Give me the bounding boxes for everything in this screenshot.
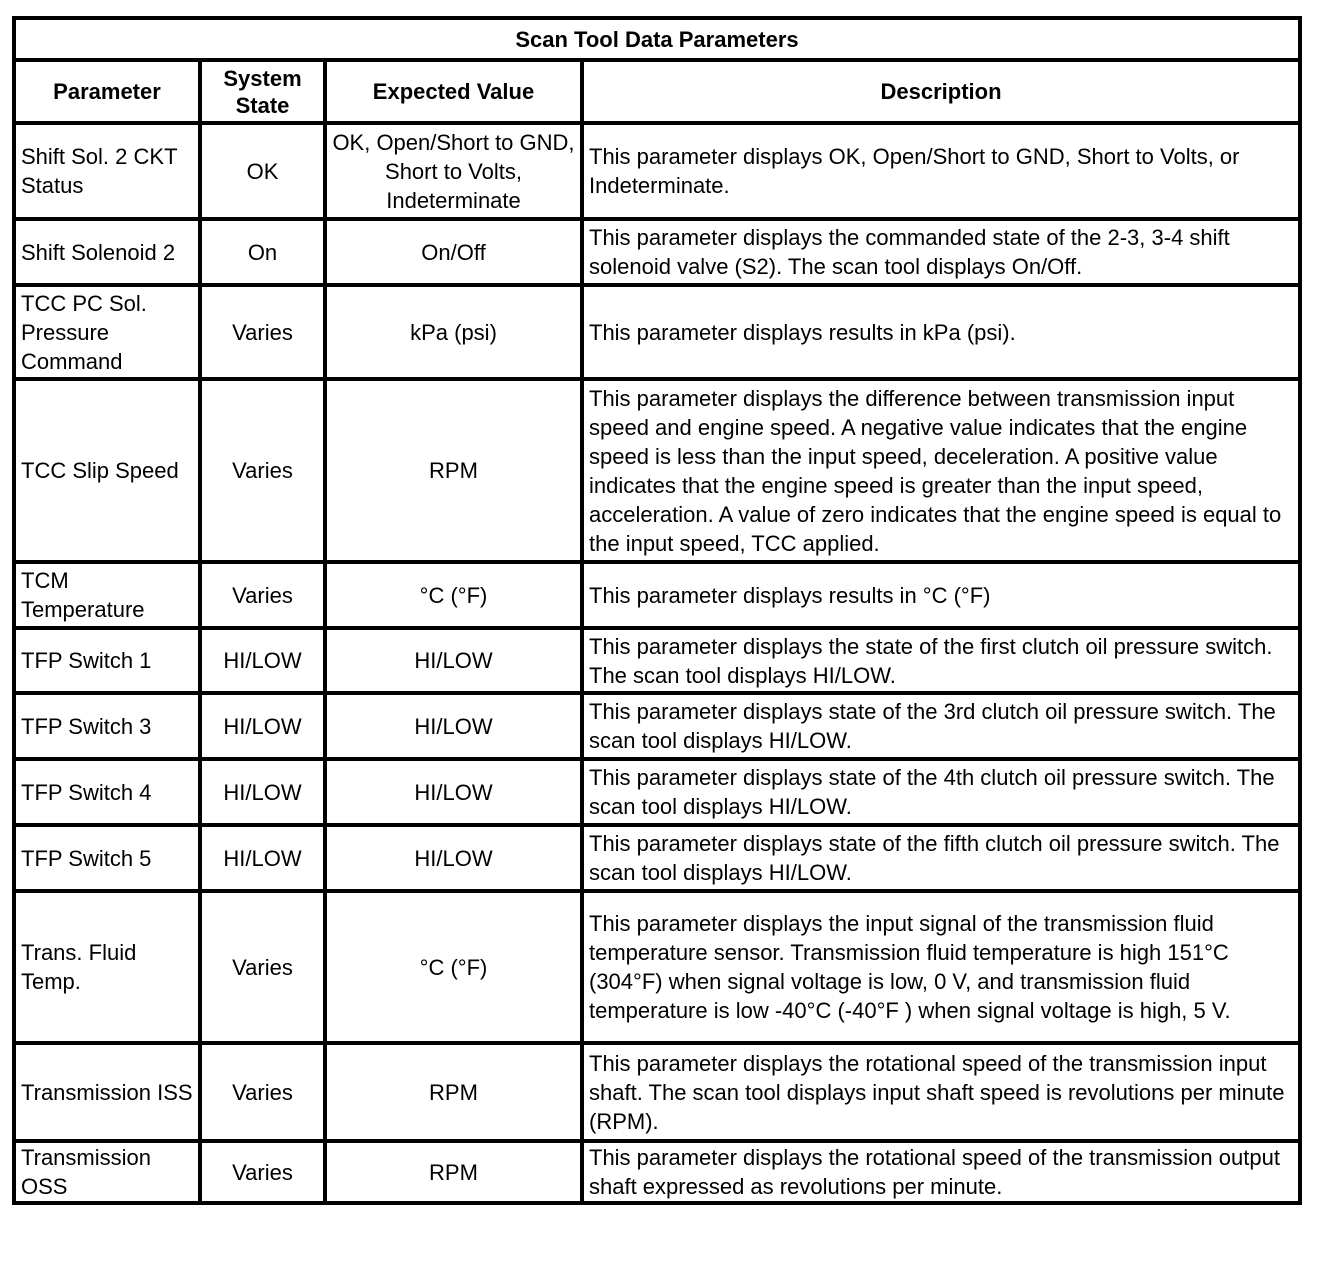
cell-system-state: Varies: [200, 285, 325, 379]
cell-parameter: TCC Slip Speed: [14, 379, 200, 562]
cell-expected-value: On/Off: [325, 219, 582, 285]
cell-expected-value: HI/LOW: [325, 759, 582, 825]
table-row: [14, 891, 1300, 1043]
cell-expected-value: RPM: [325, 1043, 582, 1141]
cell-expected-value: RPM: [325, 1141, 582, 1203]
cell-system-state: HI/LOW: [200, 759, 325, 825]
cell-parameter: TFP Switch 5: [14, 825, 200, 891]
cell-description: This parameter displays results in °C (°F): [582, 562, 1300, 628]
cell-description: This parameter displays state of the 4th clutch oil pressure switch. The scan tool displays HI/LOW.: [582, 759, 1300, 825]
table-row: [14, 693, 1300, 759]
cell-description: This parameter displays state of the 3rd clutch oil pressure switch. The scan tool displays HI/LOW.: [582, 693, 1300, 759]
cell-parameter: Transmission OSS: [14, 1141, 200, 1203]
table-row: [14, 379, 1300, 562]
cell-description: This parameter displays the input signal of the transmission fluid temperature sensor. Transmission fluid temperature is high 151°C (304°F) when signal voltage is low, 0 V, and transmission fluid temperature is low -40°C (-40°F ) when signal voltage is high, 5 V.: [582, 891, 1300, 1043]
cell-system-state: Varies: [200, 891, 325, 1043]
cell-system-state: Varies: [200, 562, 325, 628]
cell-system-state: On: [200, 219, 325, 285]
cell-expected-value: °C (°F): [325, 562, 582, 628]
cell-expected-value: HI/LOW: [325, 628, 582, 693]
cell-parameter: TCM Temperature: [14, 562, 200, 628]
cell-description: This parameter displays the commanded state of the 2-3, 3-4 shift solenoid valve (S2). The scan tool displays On/Off.: [582, 219, 1300, 285]
table-row: [14, 285, 1300, 379]
cell-system-state: HI/LOW: [200, 825, 325, 891]
cell-expected-value: RPM: [325, 379, 582, 562]
cell-description: This parameter displays the difference between transmission input speed and engine speed. A negative value indicates that the engine speed is less than the input speed, deceleration. A positive value indicates that the engine speed is greater than the input speed, acceleration. A value of zero indicates that the engine speed is equal to the input speed, TCC applied.: [582, 379, 1300, 562]
cell-description: This parameter displays the state of the first clutch oil pressure switch. The scan tool displays HI/LOW.: [582, 628, 1300, 693]
cell-parameter: Shift Solenoid 2: [14, 219, 200, 285]
table-row: [14, 825, 1300, 891]
cell-system-state: HI/LOW: [200, 693, 325, 759]
cell-expected-value: OK, Open/Short to GND, Short to Volts, Indeterminate: [325, 123, 582, 219]
table-row: [14, 219, 1300, 285]
cell-parameter: Trans. Fluid Temp.: [14, 891, 200, 1043]
cell-parameter: TFP Switch 3: [14, 693, 200, 759]
table-row: [14, 562, 1300, 628]
cell-parameter: TFP Switch 4: [14, 759, 200, 825]
header-expected-value: Expected Value: [325, 60, 582, 123]
cell-parameter: TFP Switch 1: [14, 628, 200, 693]
cell-parameter: TCC PC Sol. Pressure Command: [14, 285, 200, 379]
table-row: [14, 1043, 1300, 1141]
table-row: [14, 1141, 1300, 1203]
table-title: Scan Tool Data Parameters: [14, 18, 1300, 60]
cell-system-state: Varies: [200, 1043, 325, 1141]
header-system-state: System State: [200, 60, 325, 123]
cell-description: This parameter displays OK, Open/Short to GND, Short to Volts, or Indeterminate.: [582, 123, 1300, 219]
scan-tool-data-table: [12, 16, 1302, 1205]
cell-description: This parameter displays state of the fifth clutch oil pressure switch. The scan tool displays HI/LOW.: [582, 825, 1300, 891]
cell-description: This parameter displays the rotational speed of the transmission output shaft expressed as revolutions per minute.: [582, 1141, 1300, 1203]
table-row: [14, 628, 1300, 693]
cell-description: This parameter displays results in kPa (psi).: [582, 285, 1300, 379]
cell-system-state: HI/LOW: [200, 628, 325, 693]
cell-parameter: Shift Sol. 2 CKT Status: [14, 123, 200, 219]
table-row: [14, 123, 1300, 219]
cell-description: This parameter displays the rotational speed of the transmission input shaft. The scan tool displays input shaft speed is revolutions per minute (RPM).: [582, 1043, 1300, 1141]
header-description: Description: [582, 60, 1300, 123]
cell-expected-value: °C (°F): [325, 891, 582, 1043]
cell-parameter: Transmission ISS: [14, 1043, 200, 1141]
cell-expected-value: kPa (psi): [325, 285, 582, 379]
cell-system-state: OK: [200, 123, 325, 219]
cell-system-state: Varies: [200, 379, 325, 562]
header-parameter: Parameter: [14, 60, 200, 123]
cell-system-state: Varies: [200, 1141, 325, 1203]
table-row: [14, 759, 1300, 825]
cell-expected-value: HI/LOW: [325, 825, 582, 891]
cell-expected-value: HI/LOW: [325, 693, 582, 759]
